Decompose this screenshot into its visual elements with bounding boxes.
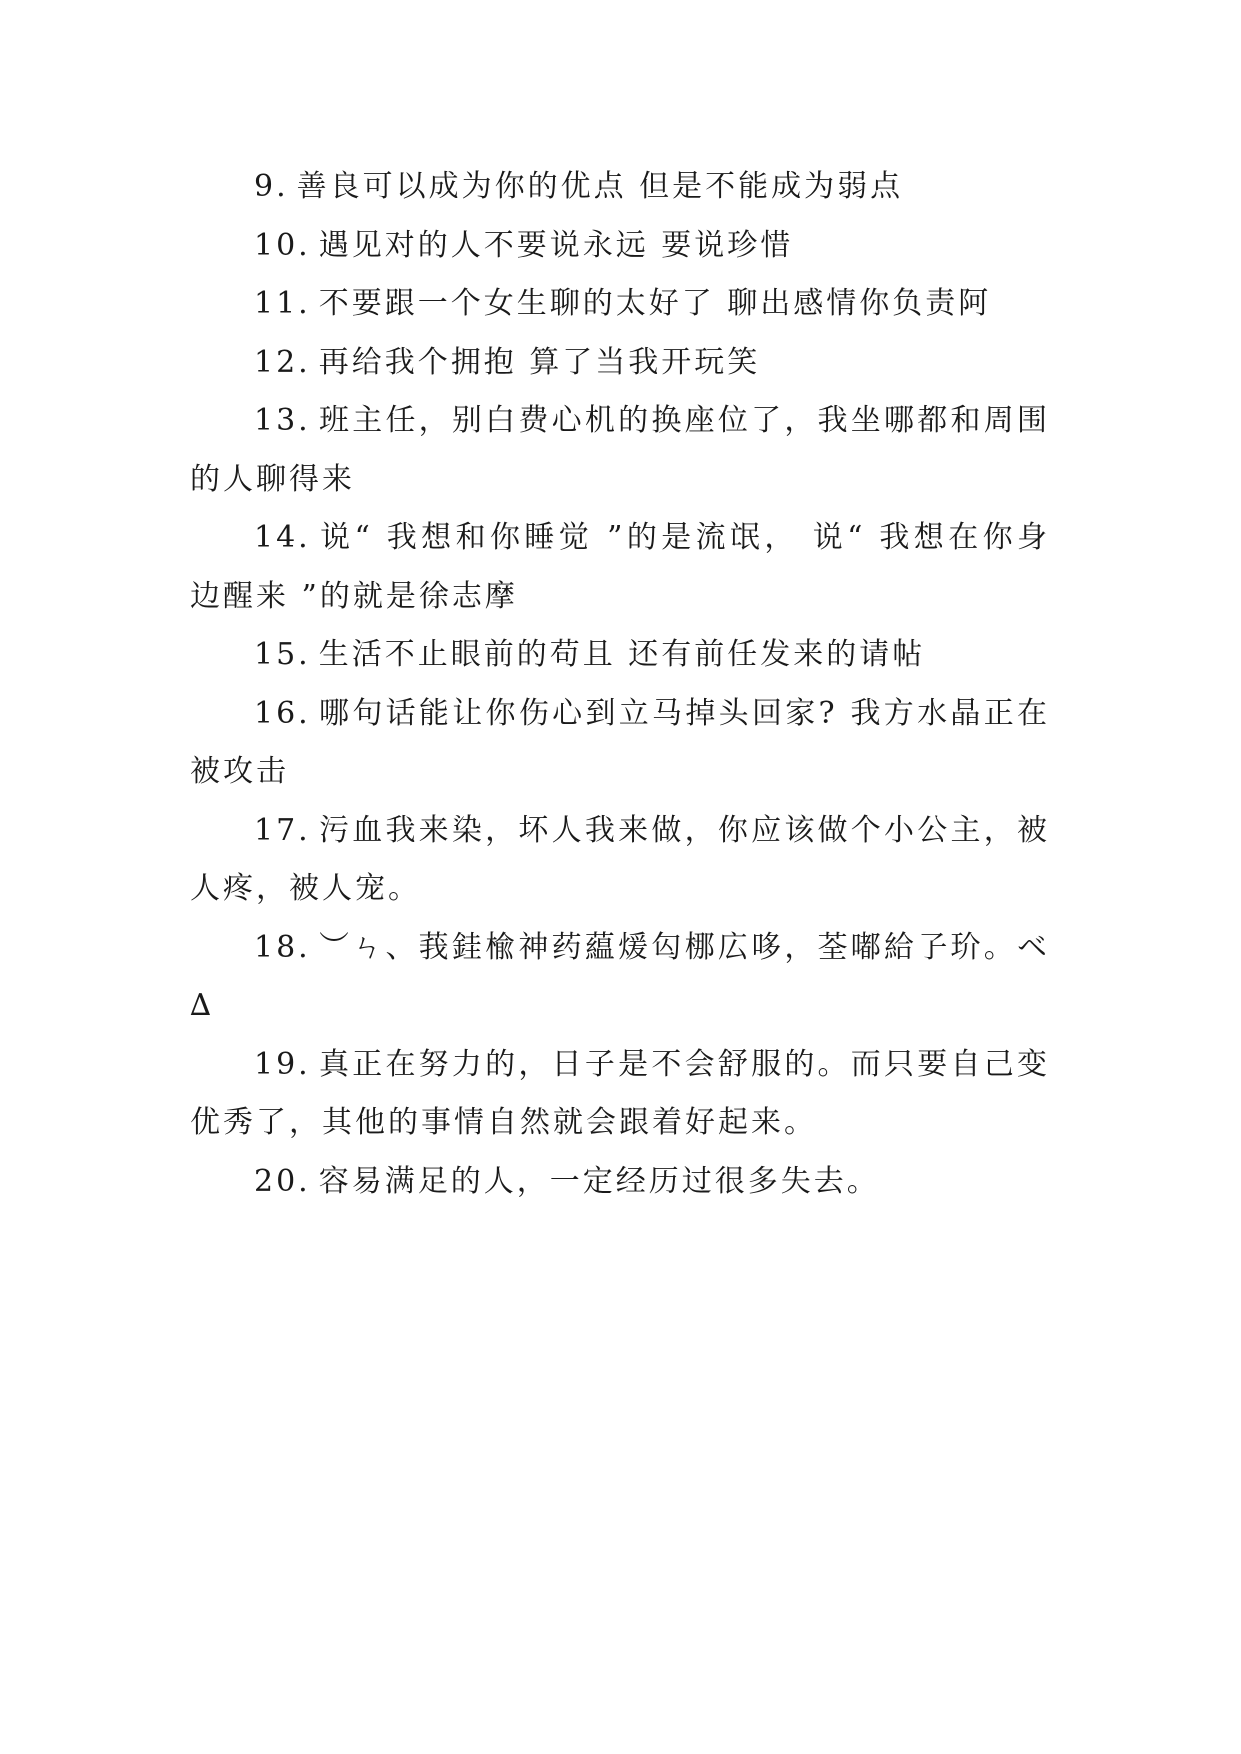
item-text: 生活不止眼前的苟且 还有前任发来的请帖 (318, 637, 926, 672)
list-item (190, 802, 1050, 919)
item-text: 不要跟一个女生聊的太好了 聊出感情你负责阿 (318, 286, 992, 321)
item-text: 遇见对的人不要说永远 要说珍惜 (318, 227, 794, 263)
item-number: 19. (254, 1046, 311, 1082)
item-number: 15. (254, 637, 311, 672)
item-text: 班主任，别白费心机的换座位了，我坐哪都和周围的人聊得来 (190, 403, 1050, 497)
item-number: 18. (254, 929, 311, 965)
item-number: 9. (254, 169, 289, 204)
item-number: 20. (254, 1163, 311, 1199)
item-number: 11. (254, 286, 311, 321)
list-item (190, 685, 1050, 802)
item-number: 10. (254, 227, 311, 263)
document-body (190, 158, 1050, 1211)
item-text: 善良可以成为你的优点 但是不能成为弱点 (296, 169, 904, 204)
list-item (190, 1153, 1050, 1212)
list-item (190, 275, 1050, 334)
item-text: 再给我个拥抱 算了当我开玩笑 (318, 344, 761, 380)
item-number: 16. (254, 695, 311, 731)
item-number: 13. (254, 403, 311, 438)
item-text: 污血我来染，坏人我来做，你应该做个小公主，被人疼，被人宠。 (190, 812, 1050, 906)
item-number: 12. (254, 344, 311, 380)
list-item (190, 1036, 1050, 1153)
item-text: 真正在努力的，日子是不会舒服的。而只要自己变优秀了，其他的事情自然就会跟着好起来。 (190, 1046, 1050, 1140)
item-number: 14. (254, 520, 311, 555)
list-item (190, 509, 1050, 626)
list-item (190, 626, 1050, 685)
list-item (190, 919, 1050, 1036)
item-text: 说“ 我想和你睡觉 ”的是流氓， 说“ 我想在你身边醒来 ”的就是徐志摩 (190, 520, 1050, 614)
list-item (190, 217, 1050, 276)
list-item (190, 392, 1050, 509)
item-text: 容易满足的人，一定经历过很多失去。 (318, 1163, 880, 1199)
list-item (190, 158, 1050, 217)
list-item (190, 334, 1050, 393)
item-text: 哪句话能让你伤心到立马掉头回家? 我方水晶正在被攻击 (190, 695, 1050, 789)
item-number: 17. (254, 812, 311, 848)
item-text: ︶ㄣ、莪銈楡神药藴煖匃梛広哆，荃嘟給孒玠。ベ∆ (190, 929, 1050, 1023)
